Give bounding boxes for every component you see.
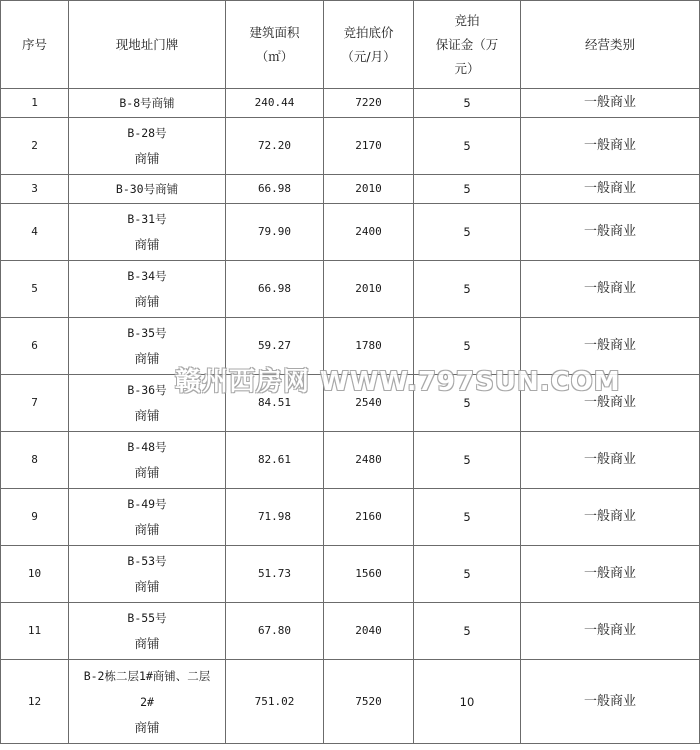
table-row xyxy=(1,432,700,489)
cell-address xyxy=(69,89,226,118)
cell-address xyxy=(69,603,226,660)
address-line2: 商铺 xyxy=(134,579,160,594)
cell-deposit: 5 xyxy=(414,603,521,660)
cell-address xyxy=(69,489,226,546)
address-line1: B-2栋二层1#商铺、二层 xyxy=(83,668,211,683)
address-line1b: 2# xyxy=(140,694,154,709)
address-line1: B-48号 xyxy=(127,440,167,454)
cell-deposit: 5 xyxy=(414,89,521,118)
header-no: 序号 xyxy=(1,1,69,89)
cell-no: 1 xyxy=(1,89,69,118)
cell-price: 1560 xyxy=(324,546,414,603)
cell-no: 9 xyxy=(1,489,69,546)
cell-price: 2010 xyxy=(324,175,414,204)
address-line1: B-34号 xyxy=(127,269,167,283)
cell-category: 一般商业 xyxy=(521,603,700,660)
address-line1: B-8号商铺 xyxy=(119,96,175,110)
address-line2: 商铺 xyxy=(134,151,160,166)
cell-area: 66.98 xyxy=(226,175,324,204)
cell-category: 一般商业 xyxy=(521,175,700,204)
address-line1: B-31号 xyxy=(127,212,167,226)
cell-category: 一般商业 xyxy=(521,89,700,118)
cell-no: 11 xyxy=(1,603,69,660)
cell-no: 5 xyxy=(1,261,69,318)
cell-address xyxy=(69,204,226,261)
cell-price: 2160 xyxy=(324,489,414,546)
cell-address xyxy=(69,546,226,603)
cell-address xyxy=(69,660,226,744)
cell-category: 一般商业 xyxy=(521,318,700,375)
cell-category: 一般商业 xyxy=(521,489,700,546)
address-line2: 商铺 xyxy=(134,294,160,309)
header-area-line1: 建筑面积 xyxy=(249,24,300,40)
address-line2: 商铺 xyxy=(134,351,160,366)
cell-deposit: 5 xyxy=(414,204,521,261)
cell-deposit: 5 xyxy=(414,375,521,432)
table-row xyxy=(1,546,700,603)
cell-price: 2170 xyxy=(324,118,414,175)
header-row xyxy=(1,1,700,89)
header-deposit-line2: 保证金（万 xyxy=(435,36,499,52)
header-deposit xyxy=(414,1,521,89)
cell-price: 2480 xyxy=(324,432,414,489)
cell-deposit: 10 xyxy=(414,660,521,744)
cell-address xyxy=(69,375,226,432)
address-line2: 商铺 xyxy=(134,719,160,735)
cell-price: 2400 xyxy=(324,204,414,261)
cell-no: 4 xyxy=(1,204,69,261)
address-line2: 商铺 xyxy=(134,465,160,480)
cell-no: 7 xyxy=(1,375,69,432)
address-line1: B-55号 xyxy=(127,611,167,625)
cell-price: 7220 xyxy=(324,89,414,118)
cell-address xyxy=(69,318,226,375)
table-row xyxy=(1,175,700,204)
cell-no: 10 xyxy=(1,546,69,603)
cell-price: 1780 xyxy=(324,318,414,375)
cell-price: 2540 xyxy=(324,375,414,432)
cell-no: 12 xyxy=(1,660,69,744)
cell-area: 66.98 xyxy=(226,261,324,318)
header-price-line2: （元/月） xyxy=(341,48,396,64)
address-line2: 商铺 xyxy=(134,237,160,252)
cell-area: 84.51 xyxy=(226,375,324,432)
cell-area: 67.80 xyxy=(226,603,324,660)
cell-area: 240.44 xyxy=(226,89,324,118)
cell-deposit: 5 xyxy=(414,546,521,603)
cell-deposit: 5 xyxy=(414,261,521,318)
table-row xyxy=(1,261,700,318)
address-line1: B-35号 xyxy=(127,326,167,340)
cell-area: 51.73 xyxy=(226,546,324,603)
header-price xyxy=(324,1,414,89)
header-category: 经营类别 xyxy=(521,1,700,89)
cell-no: 3 xyxy=(1,175,69,204)
cell-no: 2 xyxy=(1,118,69,175)
address-line2: 商铺 xyxy=(134,408,160,423)
cell-deposit: 5 xyxy=(414,432,521,489)
cell-category: 一般商业 xyxy=(521,118,700,175)
cell-area: 751.02 xyxy=(226,660,324,744)
address-line2: 商铺 xyxy=(134,636,160,651)
address-line1: B-53号 xyxy=(127,554,167,568)
address-line1: B-30号商铺 xyxy=(115,182,179,196)
address-line1: B-36号 xyxy=(127,383,167,397)
cell-no: 8 xyxy=(1,432,69,489)
table-row xyxy=(1,489,700,546)
header-deposit-line3: 元） xyxy=(454,60,480,76)
cell-area: 72.20 xyxy=(226,118,324,175)
cell-area: 82.61 xyxy=(226,432,324,489)
table-row xyxy=(1,118,700,175)
cell-address xyxy=(69,175,226,204)
header-area xyxy=(226,1,324,89)
table-row xyxy=(1,603,700,660)
address-line1: B-49号 xyxy=(127,497,167,511)
table-row xyxy=(1,89,700,118)
cell-category: 一般商业 xyxy=(521,432,700,489)
table-row xyxy=(1,204,700,261)
cell-category: 一般商业 xyxy=(521,660,700,744)
cell-category: 一般商业 xyxy=(521,261,700,318)
cell-deposit: 5 xyxy=(414,118,521,175)
table-row xyxy=(1,660,700,744)
cell-no: 6 xyxy=(1,318,69,375)
cell-deposit: 5 xyxy=(414,489,521,546)
address-line2: 商铺 xyxy=(134,522,160,537)
cell-area: 59.27 xyxy=(226,318,324,375)
address-line1: B-28号 xyxy=(127,126,167,140)
cell-deposit: 5 xyxy=(414,318,521,375)
cell-area: 79.90 xyxy=(226,204,324,261)
header-address: 现地址门牌 xyxy=(69,1,226,89)
cell-category: 一般商业 xyxy=(521,204,700,261)
header-deposit-line1: 竞拍 xyxy=(454,12,480,28)
cell-price: 2010 xyxy=(324,261,414,318)
cell-price: 2040 xyxy=(324,603,414,660)
cell-address xyxy=(69,118,226,175)
table-row xyxy=(1,375,700,432)
cell-category: 一般商业 xyxy=(521,546,700,603)
header-area-line2: （㎡） xyxy=(255,48,294,64)
cell-deposit: 5 xyxy=(414,175,521,204)
cell-area: 71.98 xyxy=(226,489,324,546)
cell-address xyxy=(69,432,226,489)
cell-category: 一般商业 xyxy=(521,375,700,432)
cell-address xyxy=(69,261,226,318)
table-row xyxy=(1,318,700,375)
watermark: 赣州西房网 WWW.797SUN.COM xyxy=(175,367,621,397)
header-price-line1: 竞拍底价 xyxy=(343,24,394,40)
cell-price: 7520 xyxy=(324,660,414,744)
